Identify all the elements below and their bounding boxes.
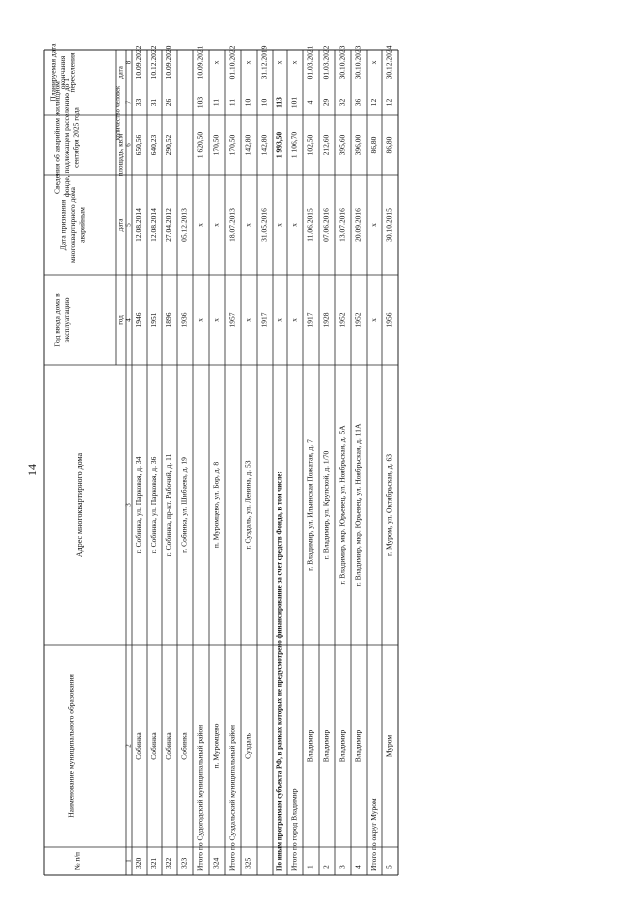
year-cell: x: [211, 318, 221, 322]
municipality-cell: Собинка: [164, 732, 174, 760]
recog-date-cell: x: [369, 223, 379, 227]
year-cell: 1917: [259, 312, 269, 328]
address-cell: п. Муромцево, ул. Бор, д. 8: [211, 461, 221, 549]
cell-text: сентября 2025 года: [71, 107, 81, 168]
year-cell: 1952: [337, 312, 347, 328]
row-number: 3: [337, 865, 347, 869]
people-cell: 4: [305, 100, 315, 105]
plan-date-cell: x: [211, 60, 221, 65]
plan-date-cell: x: [369, 60, 379, 65]
column-number: 7: [124, 100, 133, 105]
area-cell: 86,80: [369, 136, 379, 154]
recog-date-cell: x: [211, 223, 221, 227]
address-cell: г. Собинка, ул. Парковая, д. 34: [134, 456, 144, 554]
area-cell: 212,60: [321, 134, 331, 156]
area-cell: 142,80: [259, 134, 269, 156]
recog-date-cell: x: [274, 223, 284, 227]
plan-date-cell: x: [289, 60, 299, 65]
row-number: 4: [353, 865, 363, 869]
municipality-cell: Собинка: [149, 732, 159, 760]
row-number: 320: [134, 857, 144, 869]
recog-date-cell: 27.04.2012: [164, 208, 174, 242]
plan-date-cell: 30.10.2023: [353, 45, 363, 80]
area-cell: 395,60: [337, 134, 347, 156]
cell-text: Адрес многоквартирного дома: [74, 452, 84, 558]
people-cell: 10: [259, 98, 269, 107]
year-cell: x: [289, 318, 299, 322]
recog-date-cell: 12.08.2014: [149, 208, 159, 242]
cell-text: окончания: [58, 55, 68, 90]
plan-date-cell: 10.12.2022: [149, 45, 159, 80]
row-number: 322: [164, 857, 174, 869]
row-number: 1: [305, 865, 315, 869]
plan-date-cell: 30.12.2024: [384, 45, 394, 80]
area-cell: 290,52: [164, 134, 174, 156]
municipality-cell: Владимир: [337, 729, 347, 763]
area-cell: 86,80: [384, 136, 394, 154]
address-cell: г. Суздаль, ул. Ленина, д. 53: [243, 460, 253, 550]
address-cell: г. Владимир, мкр. Юрьевец, ул. Ноябрьская, д. 11А: [353, 423, 363, 587]
recog-date-cell: 31.05.2016: [259, 208, 269, 242]
row-number: 321: [149, 857, 159, 869]
year-cell: x: [243, 318, 253, 322]
cell-text: многоквартирного дома: [68, 187, 78, 263]
people-cell: 11: [211, 98, 221, 107]
people-cell: 11: [227, 98, 237, 107]
municipality-cell: п. Муромцево: [211, 723, 221, 769]
year-cell: 1936: [179, 312, 189, 328]
people-cell: 29: [321, 98, 331, 107]
plan-date-cell: 31.12.2019: [259, 45, 269, 80]
recog-date-cell: x: [195, 223, 205, 227]
year-cell: x: [369, 318, 379, 322]
recog-date-cell: x: [289, 223, 299, 227]
cell-text: количество человек: [114, 85, 122, 141]
plan-date-cell: 01.03.2021: [305, 45, 315, 80]
area-cell: 170,50: [211, 134, 221, 156]
municipality-cell: Собинка: [179, 732, 189, 760]
column-number: 3: [124, 503, 133, 507]
people-cell: 103: [195, 96, 205, 109]
address-cell: г. Собинка, пр-кт. Рабочий, д. 11: [164, 453, 174, 557]
column-number: 6: [124, 143, 133, 147]
people-cell: 32: [337, 98, 347, 107]
plan-date-cell: 01.03.2022: [321, 45, 331, 80]
cell-text: площадь, кв.м: [116, 133, 125, 177]
cell-text: переселения: [67, 52, 77, 93]
plan-date-cell: x: [274, 60, 284, 65]
cell-text: аварийным: [77, 207, 87, 243]
cell-text: эксплуатацию: [62, 297, 72, 343]
year-cell: 1946: [134, 312, 144, 328]
plan-date-cell: 30.10.2023: [337, 45, 347, 80]
area-cell: 640,23: [149, 134, 159, 156]
total-label: По иным программам субъекта РФ, в рамках которых не предусмотрено финансирование за счет средств Фонда, в том числе:: [275, 471, 284, 871]
column-number: 1: [124, 859, 133, 863]
address-cell: г. Владимир, мкр. Юрьевец, ул. Ноябрьская, д. 5А: [337, 425, 347, 585]
address-cell: г. Собинка, ул. Парковая, д. 36: [149, 456, 159, 554]
plan-date-cell: 10.09.2020: [164, 45, 174, 80]
municipality-cell: Владимир: [353, 729, 363, 763]
people-cell: 33: [134, 98, 144, 107]
address-cell: г. Муром, ул. Октябрьская, д. 63: [384, 453, 394, 557]
cell-text: дата: [116, 66, 125, 79]
address-cell: г. Владимир, ул. Ильинская Пожатая, д. 7: [305, 439, 315, 571]
cell-text: № п/п: [73, 852, 82, 870]
total-label: Итого по город Владимир: [289, 788, 299, 871]
cell-text: Год ввода дома в: [52, 293, 62, 347]
people-cell: 26: [164, 98, 174, 107]
year-cell: 1896: [164, 312, 174, 328]
people-cell: 36: [353, 98, 363, 107]
area-cell: 1 993,50: [274, 131, 284, 159]
plan-date-cell: 10.09.2022: [134, 45, 144, 80]
year-cell: x: [195, 318, 205, 322]
plan-date-cell: x: [243, 60, 253, 65]
page-number: 14: [25, 464, 39, 476]
people-cell: 31: [149, 98, 159, 107]
year-cell: 1951: [149, 312, 159, 328]
total-label: Итого по Суздальский муниципальный район: [227, 724, 237, 871]
area-cell: 1 620,50: [195, 131, 205, 159]
row-number: 323: [179, 857, 189, 869]
area-cell: 102,50: [305, 134, 315, 156]
area-cell: 650,56: [134, 134, 144, 156]
year-cell: 1928: [321, 312, 331, 328]
cell-text: фонде, подлежащем расселению до 1: [62, 77, 72, 198]
recog-date-cell: 18.07.2013: [227, 208, 237, 242]
plan-date-cell: 01.10.2022: [227, 45, 237, 80]
row-number: 324: [211, 857, 221, 869]
people-cell: 101: [289, 96, 299, 109]
recog-date-cell: 07.06.2016: [321, 208, 331, 242]
year-cell: 1957: [227, 312, 237, 328]
column-number: 2: [124, 744, 133, 748]
year-cell: x: [274, 318, 284, 322]
people-cell: 113: [274, 97, 284, 108]
address-cell: г. Собинка, ул. Шибаева, д. 19: [179, 457, 189, 553]
plan-date-cell: 10.09.2021: [195, 45, 205, 80]
recog-date-cell: 11.06.2015: [305, 208, 315, 242]
year-cell: 1917: [305, 312, 315, 328]
people-cell: 12: [369, 98, 379, 107]
total-label: Итого по округ Муром: [369, 798, 379, 871]
area-cell: 396,00: [353, 134, 363, 156]
area-cell: 170,50: [227, 134, 237, 156]
municipality-cell: Собинка: [134, 732, 144, 760]
municipality-cell: Владимир: [321, 729, 331, 763]
recog-date-cell: 12.08.2014: [134, 208, 144, 242]
cell-text: Дата признания: [58, 199, 68, 251]
people-cell: 10: [243, 98, 253, 107]
cell-text: дата: [116, 218, 125, 232]
column-number: 5: [124, 223, 133, 227]
cell-text: Сведения об аварийном жилищном: [52, 81, 62, 194]
cell-text: Наименование муниципального образования: [66, 674, 76, 818]
recog-date-cell: 05.12.2013: [179, 208, 189, 242]
year-cell: 1956: [384, 312, 394, 328]
cell-text: Планируемая дата: [48, 43, 58, 102]
column-number: 4: [124, 318, 133, 322]
total-label: Итого по Судогодский муниципальный район: [195, 724, 205, 871]
row-number: 325: [243, 857, 253, 869]
municipality-cell: Владимир: [305, 729, 315, 763]
row-number: 5: [384, 865, 394, 869]
municipality-cell: Суздаль: [243, 733, 253, 759]
recog-date-cell: 20.09.2016: [353, 208, 363, 242]
cell-text: год: [116, 315, 125, 325]
row-number: 2: [321, 865, 331, 869]
year-cell: 1952: [353, 312, 363, 328]
column-number: 8: [124, 60, 133, 65]
municipality-cell: Муром: [384, 734, 394, 758]
recog-date-cell: 13.07.2016: [337, 208, 347, 242]
people-cell: 12: [384, 98, 394, 107]
recog-date-cell: 30.10.2015: [384, 208, 394, 242]
address-cell: г. Владимир, ул. Крупской, д. 1/70: [321, 450, 331, 560]
recog-date-cell: x: [243, 223, 253, 227]
area-cell: 142,80: [243, 134, 253, 156]
area-cell: 1 106,70: [289, 131, 299, 159]
